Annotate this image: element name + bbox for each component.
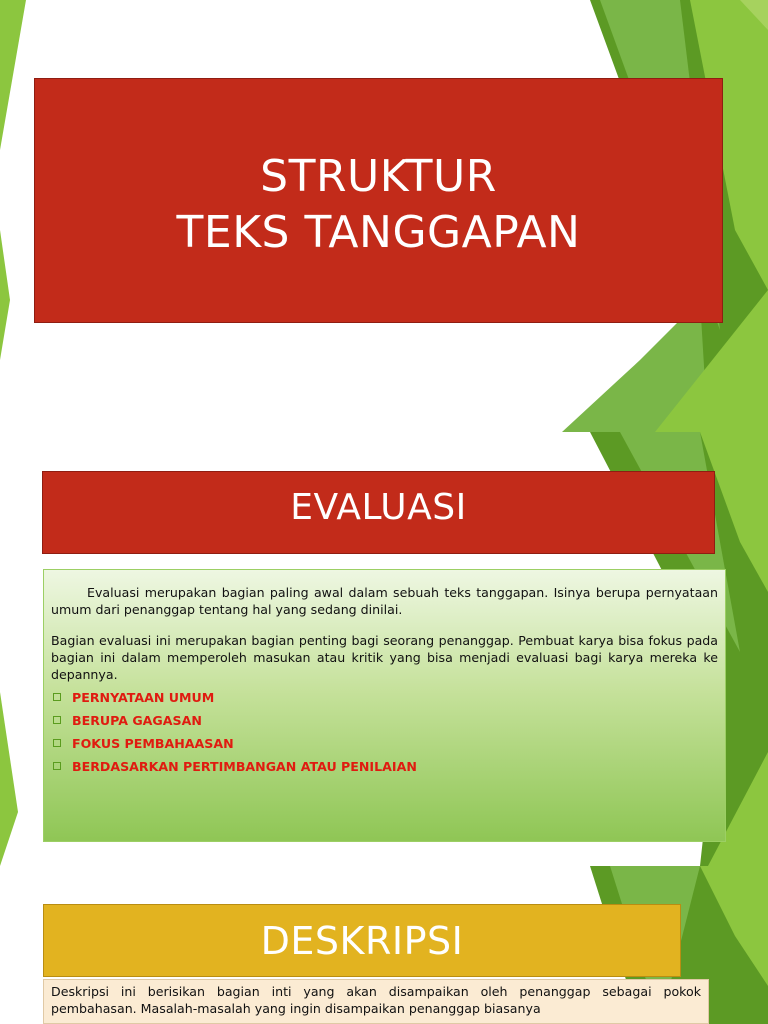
list-item — [51, 735, 718, 752]
slide-evaluasi — [0, 432, 768, 866]
square-bullet-icon — [53, 693, 61, 701]
slide-title — [0, 0, 768, 432]
evaluasi-heading-text: EVALUASI — [290, 486, 467, 528]
square-bullet-icon — [53, 716, 61, 724]
bullet-text: PERNYATAAN UMUM — [72, 690, 215, 705]
square-bullet-icon — [53, 762, 61, 770]
title-banner — [34, 78, 723, 323]
title-line-2: TEKS TANGGAPAN — [176, 206, 581, 258]
deskripsi-heading — [43, 904, 681, 977]
evaluasi-paragraph-1: Evaluasi merupakan bagian paling awal dalam sebuah teks tanggapan. Isinya berupa pernyataan umum dari penanggap tentang hal yang sedang dinilai. — [51, 585, 718, 617]
bullet-text: BERUPA GAGASAN — [72, 713, 202, 728]
list-item — [51, 689, 718, 706]
evaluasi-paragraph-2: Bagian evaluasi ini merupakan bagian penting bagi seorang penanggap. Pembuat karya bisa fokus pada bagian ini dalam memperoleh masukan atau kritik yang bisa menjadi evaluasi bagi karya mereka ke depannya. — [51, 633, 718, 682]
list-item — [51, 758, 718, 775]
deskripsi-content-box — [43, 979, 709, 1024]
evaluasi-content-box — [43, 569, 726, 842]
bullet-text: FOKUS PEMBAHAASAN — [72, 736, 234, 751]
slide-deskripsi — [0, 866, 768, 1024]
deskripsi-heading-text: DESKRIPSI — [260, 918, 464, 963]
bullet-text: BERDASARKAN PERTIMBANGAN ATAU PENILAIAN — [72, 759, 417, 774]
evaluasi-heading — [42, 471, 715, 554]
title-line-1: STRUKTUR — [260, 150, 497, 202]
deskripsi-paragraph: Deskripsi ini berisikan bagian inti yang akan disampaikan oleh penanggap sebagai pokok pembahasan. Masalah-masalah yang ingin disampaikan penanggap biasanya — [51, 984, 701, 1016]
evaluasi-bullet-list — [51, 689, 718, 775]
list-item — [51, 712, 718, 729]
square-bullet-icon — [53, 739, 61, 747]
